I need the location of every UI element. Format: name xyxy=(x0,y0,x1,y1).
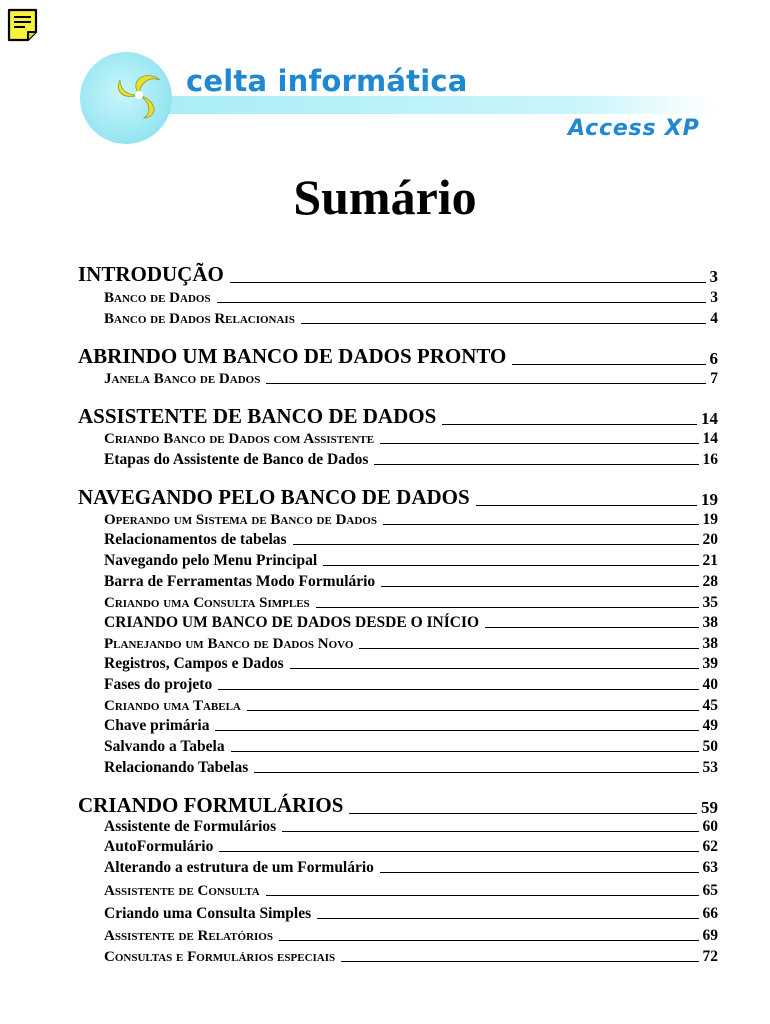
toc-leader xyxy=(279,940,699,941)
toc-entry-label: Assistente de Relatórios xyxy=(104,928,273,944)
toc-page-number: 38 xyxy=(702,614,718,631)
toc-leader xyxy=(218,689,698,690)
toc-leader xyxy=(215,730,698,731)
toc-leader xyxy=(254,772,698,773)
toc-page-number: 53 xyxy=(702,759,718,776)
toc-page-number: 20 xyxy=(702,531,718,548)
toc-entry[interactable] xyxy=(104,697,718,715)
toc-page-number: 69 xyxy=(702,927,718,944)
toc-page-number: 3 xyxy=(710,289,718,306)
toc-entry-label: ABRINDO UM BANCO DE DADOS PRONTO xyxy=(78,344,507,368)
toc-page-number: 3 xyxy=(709,267,718,286)
toc-leader xyxy=(231,751,699,752)
toc-section[interactable] xyxy=(78,262,718,287)
toc-leader xyxy=(247,710,699,711)
toc-section[interactable] xyxy=(78,485,718,510)
toc-leader xyxy=(293,544,699,545)
toc-leader xyxy=(301,323,706,324)
toc-entry-label: Assistente de Formulários xyxy=(104,818,277,835)
toc-leader xyxy=(217,302,707,303)
toc-page-number: 16 xyxy=(702,451,718,468)
toc-leader xyxy=(266,895,699,896)
toc-entry-label: Criando uma Consulta Simples xyxy=(104,595,310,611)
toc-entry-label: Criando Banco de Dados com Assistente xyxy=(104,431,375,447)
toc-entry-label: Registros, Campos e Dados xyxy=(104,655,284,672)
toc-leader xyxy=(380,872,699,873)
toc-leader xyxy=(485,627,698,628)
toc-entry-label: Relacionando Tabelas xyxy=(104,759,249,776)
toc-page-number: 21 xyxy=(702,552,718,569)
toc-leader xyxy=(230,282,706,283)
toc-page-number: 49 xyxy=(702,717,718,734)
toc-page-number: 45 xyxy=(702,697,718,714)
celta-logo-icon xyxy=(110,70,168,120)
toc-leader xyxy=(383,524,699,525)
toc-page-number: 14 xyxy=(701,409,718,428)
toc-entry[interactable] xyxy=(104,859,718,877)
toc-entry-label: Navegando pelo Menu Principal xyxy=(104,552,318,569)
toc-entry[interactable] xyxy=(104,927,718,945)
toc-entry-label: Chave primária xyxy=(104,717,210,734)
toc-leader xyxy=(317,918,698,919)
toc-entry[interactable] xyxy=(104,717,718,735)
toc-entry[interactable] xyxy=(104,310,718,328)
toc-leader xyxy=(323,565,698,566)
toc-leader xyxy=(359,648,698,649)
toc-entry-label: Planejando um Banco de Dados Novo xyxy=(104,636,354,652)
toc-entry-label: Etapas do Assistente de Banco de Dados xyxy=(104,451,369,468)
toc-leader xyxy=(282,831,698,832)
toc-page-number: 28 xyxy=(702,573,718,590)
note-icon[interactable] xyxy=(7,8,39,42)
toc-page-number: 39 xyxy=(702,655,718,672)
toc-entry-label: Alterando a estrutura de um Formulário xyxy=(104,859,374,876)
toc-page-number: 14 xyxy=(702,430,718,447)
brand-name: celta informática xyxy=(186,64,468,98)
toc-entry[interactable] xyxy=(104,838,718,856)
toc-entry-label: Salvando a Tabela xyxy=(104,738,225,755)
toc-page-number: 6 xyxy=(709,349,718,368)
toc-entry[interactable] xyxy=(104,511,718,529)
toc-entry[interactable] xyxy=(104,370,718,388)
toc-entry[interactable] xyxy=(104,573,718,591)
toc-entry[interactable] xyxy=(104,655,718,673)
toc-page-number: 60 xyxy=(702,818,718,835)
toc-entry[interactable] xyxy=(104,430,718,448)
toc-leader xyxy=(512,364,705,365)
toc-entry[interactable] xyxy=(104,552,718,570)
toc-page-number: 40 xyxy=(702,676,718,693)
toc-section[interactable] xyxy=(78,344,718,369)
toc-entry-label: ASSISTENTE DE BANCO DE DADOS xyxy=(78,404,437,428)
toc-leader xyxy=(380,443,698,444)
toc-entry[interactable] xyxy=(104,594,718,612)
toc-entry-label: Banco de Dados xyxy=(104,290,211,306)
toc-entry-label: Relacionamentos de tabelas xyxy=(104,531,287,548)
toc-section[interactable] xyxy=(78,793,718,818)
toc-page-number: 35 xyxy=(702,594,718,611)
toc-page-number: 72 xyxy=(702,948,718,965)
toc-leader xyxy=(476,505,697,506)
toc-leader xyxy=(442,424,697,425)
toc-entry[interactable] xyxy=(104,759,718,777)
toc-leader xyxy=(219,851,698,852)
toc-entry-label: Banco de Dados Relacionais xyxy=(104,311,295,327)
toc-entry-label: Operando um Sistema de Banco de Dados xyxy=(104,512,377,528)
toc-page-number: 19 xyxy=(701,490,718,509)
toc-leader xyxy=(290,668,699,669)
toc-leader xyxy=(381,586,698,587)
toc-entry[interactable] xyxy=(104,882,718,900)
toc-leader xyxy=(266,383,706,384)
toc-entry-label: CRIANDO UM BANCO DE DADOS DESDE O INÍCIO xyxy=(104,614,480,631)
toc-entry[interactable] xyxy=(104,289,718,307)
toc-entry[interactable] xyxy=(104,818,718,836)
toc-entry-label: Criando uma Consulta Simples xyxy=(104,905,312,922)
toc-page-number: 38 xyxy=(702,635,718,652)
toc-page-number: 59 xyxy=(701,798,718,817)
toc-entry[interactable] xyxy=(104,635,718,653)
toc-section[interactable] xyxy=(78,404,718,429)
toc-entry-label: INTRODUÇÃO xyxy=(78,262,224,286)
toc-entry-label: NAVEGANDO PELO BANCO DE DADOS xyxy=(78,485,470,509)
toc-entry[interactable] xyxy=(104,676,718,694)
toc-page-number: 66 xyxy=(702,905,718,922)
toc-entry-label: Barra de Ferramentas Modo Formulário xyxy=(104,573,376,590)
toc-leader xyxy=(341,961,698,962)
toc-page-number: 50 xyxy=(702,738,718,755)
toc-entry-label: Fases do projeto xyxy=(104,676,213,693)
toc-page-number: 62 xyxy=(702,838,718,855)
toc-leader xyxy=(349,813,697,814)
toc-entry-label: Assistente de Consulta xyxy=(104,883,260,899)
product-name: Access XP xyxy=(568,116,700,141)
toc-entry[interactable] xyxy=(104,451,718,469)
toc-leader xyxy=(374,464,698,465)
toc-page-number: 65 xyxy=(702,882,718,899)
toc-entry[interactable] xyxy=(104,531,718,549)
page-title: Sumário xyxy=(293,169,477,225)
toc-entry[interactable] xyxy=(104,905,718,923)
toc-entry-label: CRIANDO FORMULÁRIOS xyxy=(78,793,344,817)
toc-entry-label: AutoFormulário xyxy=(104,838,214,855)
toc-entry[interactable] xyxy=(104,738,718,756)
toc-leader xyxy=(316,607,699,608)
toc-page-number: 63 xyxy=(702,859,718,876)
toc-entry-label: Janela Banco de Dados xyxy=(104,371,261,387)
toc-entry-label: Criando uma Tabela xyxy=(104,698,241,714)
toc-entry[interactable] xyxy=(104,948,718,966)
toc-entry[interactable] xyxy=(104,614,718,632)
toc-page-number: 19 xyxy=(702,511,718,528)
toc-entry-label: Consultas e Formulários especiais xyxy=(104,949,336,965)
toc-page-number: 4 xyxy=(710,310,718,327)
toc-page-number: 7 xyxy=(710,370,718,387)
